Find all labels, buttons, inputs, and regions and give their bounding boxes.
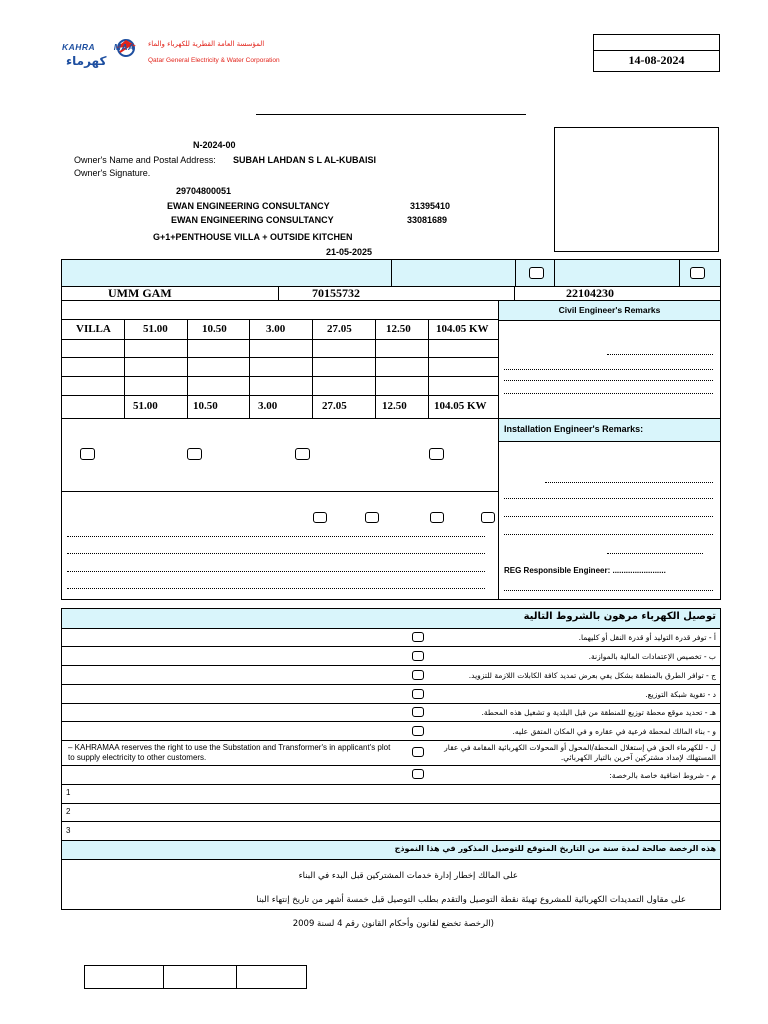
- condition-item: ج - توافر الطرق بالمنطقة بشكل يفي بعرض تمديد كافة الكابلات اللازمة للتزويد.: [468, 671, 716, 680]
- condition-checkbox[interactable]: [412, 707, 424, 717]
- conditions-title: توصيل الكهرباء مرهون بالشروط التالية: [523, 611, 716, 622]
- reference-number: N-2024-00: [193, 140, 236, 150]
- option-checkbox[interactable]: [187, 448, 202, 460]
- top-row-checkbox-1[interactable]: [529, 267, 544, 279]
- condition-item: ب - تخصيص الإعتمادات المالية بالموازنة.: [588, 652, 716, 661]
- condition-item: و - بناء المالك لمحطة فرعية في عقاره و في المكان المتفق عليه.: [512, 727, 716, 736]
- photo-box: [554, 127, 719, 252]
- option-checkbox[interactable]: [430, 512, 444, 523]
- load-cell: 51.00: [143, 323, 168, 335]
- building-description: G+1+PENTHOUSE VILLA + OUTSIDE KITCHEN: [153, 232, 353, 242]
- consultant-2-phone: 33081689: [407, 215, 448, 225]
- expected-date: 21-05-2025: [326, 247, 373, 257]
- total-cell: 27.05: [322, 400, 347, 412]
- condition-item-l-line1: ل - للكهرماء الحق في إستغلال المحطة/المحول أو المحولات الكهربائية المقامة في عقار: [444, 743, 716, 752]
- validity-title: هذه الرخصة صالحة لمدة سنة من التاريخ المتوقع للتوصيل المذكور في هذا النموذج: [394, 844, 716, 853]
- option-checkbox[interactable]: [365, 512, 379, 523]
- logo-org-english: Qatar General Electricity & Water Corporation: [148, 57, 280, 64]
- logo-arabic-text: كهرماء: [66, 54, 107, 68]
- total-cell: 104.05 KW: [434, 400, 487, 412]
- total-cell: 12.50: [382, 400, 407, 412]
- law-reference: (الرخصة تخضع لقانون وأحكام القانون رقم 4 لسنة 2009: [292, 919, 494, 929]
- total-cell: 10.50: [193, 400, 218, 412]
- consultant-1: EWAN ENGINEERING CONSULTANCY: [167, 201, 330, 211]
- condition-checkbox[interactable]: [412, 632, 424, 642]
- condition-number: 3: [66, 826, 71, 835]
- reg-engineer-label: REG Responsible Engineer: ........................: [504, 566, 666, 575]
- total-cell: 51.00: [133, 400, 158, 412]
- condition-checkbox[interactable]: [412, 689, 424, 699]
- condition-item-l-line2: المستهلك لإمداد مشتركين آخرين بالتيار الكهربائي.: [560, 753, 716, 762]
- installation-remarks-title: Installation Engineer's Remarks:: [504, 424, 644, 434]
- load-cell: 3.00: [266, 323, 286, 335]
- option-checkbox[interactable]: [481, 512, 495, 523]
- condition-item: أ - توفر قدرة التوليد أو قدرة النقل أو كليهما.: [578, 633, 716, 642]
- condition-number: 1: [66, 788, 71, 797]
- owner-qid: 29704800051: [176, 186, 232, 196]
- validity-note-2: على مقاول التمديدات الكهربائية للمشروع تهيئة نقطة التوصيل والتقدم بطلب التوصيل قبل خمسة أشهر من تاريخ إنتهاء البنا: [256, 895, 686, 905]
- condition-item-l-english: – KAHRAMAA reserves the right to use the Substation and Transformer's in applicant's plot to supply electricity to other customers.: [68, 743, 391, 762]
- condition-item: د - تقوية شبكة التوزيع.: [645, 690, 716, 699]
- condition-item: هـ - تحديد موقع محطة توزيع للمنطقة من قبل البلدية و تشغيل هذه المحطة.: [481, 708, 716, 717]
- condition-item-m: م - شروط اضافية خاصة بالرخصة:: [609, 771, 716, 780]
- condition-checkbox[interactable]: [412, 670, 424, 680]
- option-checkbox[interactable]: [313, 512, 327, 523]
- total-cell: 3.00: [258, 400, 278, 412]
- signature-label: Owner's Signature.: [74, 168, 151, 178]
- civil-remarks-title: Civil Engineer's Remarks: [558, 305, 661, 315]
- owner-label: Owner's Name and Postal Address:: [74, 155, 216, 165]
- condition-checkbox[interactable]: [412, 651, 424, 661]
- option-checkbox[interactable]: [295, 448, 310, 460]
- condition-checkbox[interactable]: [412, 769, 424, 779]
- logo-latin-text: KAHRA MAA: [62, 42, 135, 52]
- kahramaa-logo: [60, 36, 290, 70]
- logo-org-arabic: المؤسسة العامة القطرية للكهرباء والماء: [148, 40, 265, 48]
- location-number-2: 22104230: [566, 286, 614, 300]
- consultant-2: EWAN ENGINEERING CONSULTANCY: [171, 215, 334, 225]
- date-box: [593, 34, 720, 72]
- location-area: UMM GAM: [108, 286, 172, 300]
- validity-note-1: على المالك إخطار إدارة خدمات المشتركين قبل البدء في البناء: [298, 871, 518, 881]
- owner-name: SUBAH LAHDAN S L AL-KUBAISI: [233, 155, 376, 165]
- load-cell: 104.05 KW: [436, 323, 489, 335]
- condition-number: 2: [66, 807, 71, 816]
- top-row-checkbox-2[interactable]: [690, 267, 705, 279]
- condition-checkbox[interactable]: [412, 747, 424, 757]
- option-checkbox[interactable]: [80, 448, 95, 460]
- load-cell: 10.50: [202, 323, 227, 335]
- load-cell: VILLA: [76, 323, 111, 335]
- load-cell: 27.05: [327, 323, 352, 335]
- title-line: [256, 114, 526, 115]
- location-number-1: 70155732: [312, 286, 360, 300]
- date-value: 14-08-2024: [628, 53, 685, 67]
- consultant-1-phone: 31395410: [410, 201, 451, 211]
- load-cell: 12.50: [386, 323, 411, 335]
- option-checkbox[interactable]: [429, 448, 444, 460]
- condition-checkbox[interactable]: [412, 726, 424, 736]
- signature-boxes: [84, 965, 307, 989]
